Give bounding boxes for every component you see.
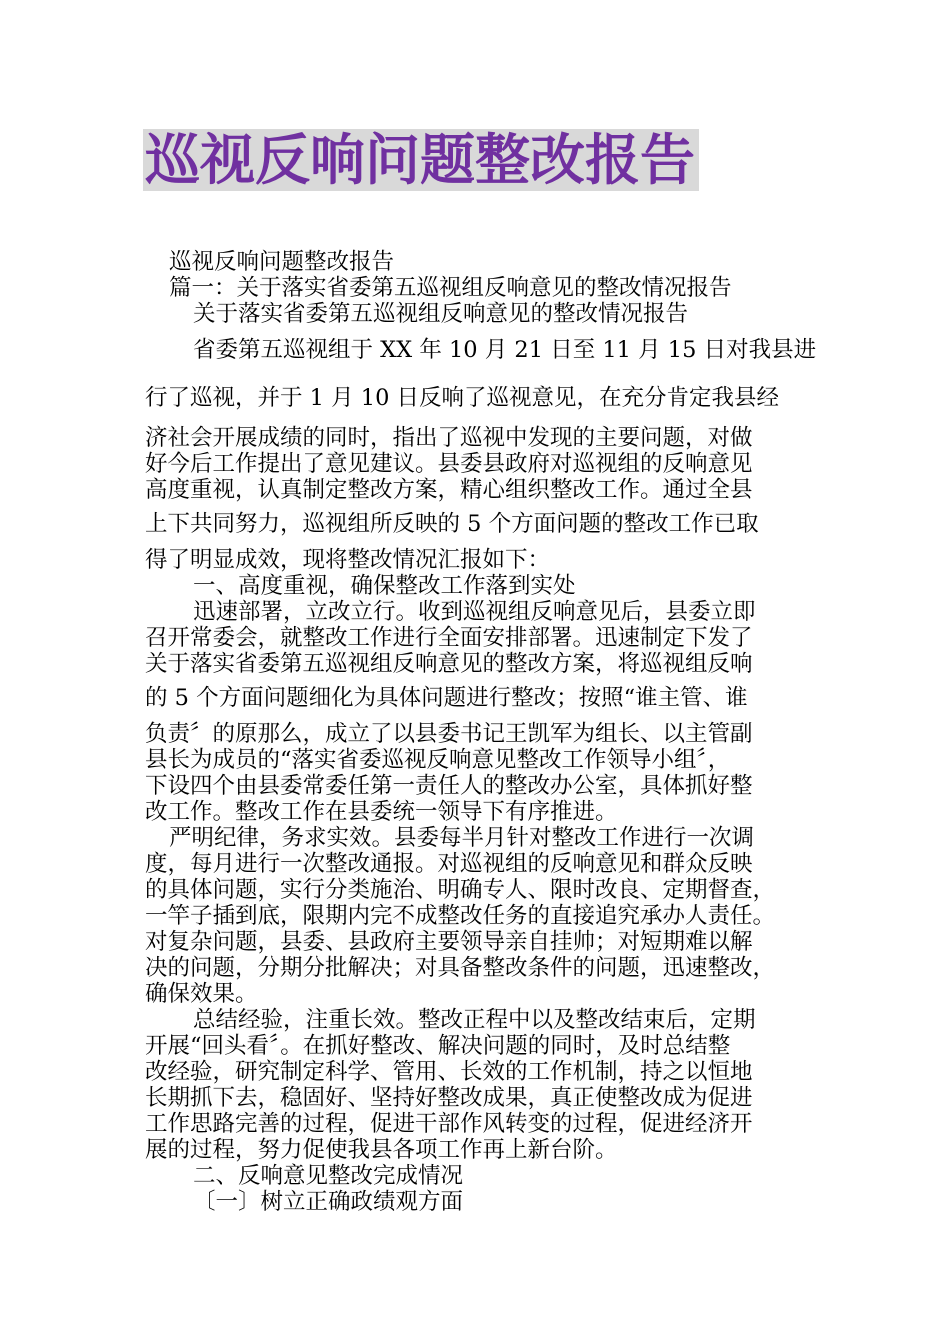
text-line: 的具体问题，实行分类施治、明确专人、限时改良、定期督查，: [145, 877, 776, 903]
text-line: 关于落实省委第五巡视组反响意见的整改情况报告: [193, 301, 689, 327]
text-line: 长期抓下去，稳固好、坚持好整改成果，真正使整改成为促进: [145, 1085, 753, 1111]
section-heading: 一、高度重视，确保整改工作落到实处: [193, 573, 576, 599]
text-line: 下设四个由县委常委任第一责任人的整改办公室，具体抓好整: [145, 773, 753, 799]
text-line: 对复杂问题，县委、县政府主要领导亲自挂帅；对短期难以解: [145, 929, 753, 955]
text-line: 上下共同努力，巡视组所反映的 5 个方面问题的整改工作已取: [145, 511, 759, 537]
text-line: 召开常委会，就整改工作进行全面安排部署。迅速制定下发了: [145, 625, 753, 651]
text-line: 篇一：关于落实省委第五巡视组反响意见的整改情况报告: [169, 275, 732, 301]
text-line: 总结经验，注重长效。整改正程中以及整改结束后，定期: [193, 1007, 756, 1033]
text-line: 展的过程，努力促使我县各项工作再上新台阶。: [145, 1137, 618, 1163]
text-line: 巡视反响问题整改报告: [169, 249, 395, 275]
text-line: 改工作。整改工作在县委统一领导下有序推进。: [145, 799, 618, 825]
text-line: 得了明显成效，现将整改情况汇报如下：: [145, 547, 551, 573]
text-line: 度，每月进行一次整改通报。对巡视组的反响意见和群众反映: [145, 851, 753, 877]
text-line: 严明纪律，务求实效。县委每半月针对整改工作进行一次调: [169, 825, 755, 851]
text-line: 开展“回头看〞。在抓好整改、解决问题的同时，及时总结整: [145, 1033, 731, 1059]
text-line: 负责〞的原那么，成立了以县委书记王凯军为组长、以主管副: [145, 721, 753, 747]
text-line: 确保效果。: [145, 981, 258, 1007]
text-line: 的 5 个方面问题细化为具体问题进行整改；按照“谁主管、谁: [145, 685, 748, 711]
subsection-heading: 〔一〕树立正确政绩观方面: [193, 1189, 464, 1215]
text-line: 高度重视，认真制定整改方案，精心组织整改工作。通过全县: [145, 477, 753, 503]
text-line: 决的问题，分期分批解决；对具备整改条件的问题，迅速整改，: [145, 955, 776, 981]
text-line: 改经验，研究制定科学、管用、长效的工作机制，持之以恒地: [145, 1059, 753, 1085]
text-line: 迅速部署，立改立行。收到巡视组反响意见后，县委立即: [193, 599, 756, 625]
text-line: 工作思路完善的过程，促进干部作风转变的过程，促进经济开: [145, 1111, 753, 1137]
text-line: 省委第五巡视组于 XX 年 10 月 21 日至 11 月 15 日对我县进: [193, 337, 817, 363]
document-title: 巡视反响问题整改报告: [143, 129, 699, 191]
text-line: 县长为成员的“落实省委巡视反响意见整改工作领导小组〞，: [145, 747, 731, 773]
text-line: 济社会开展成绩的同时，指出了巡视中发现的主要问题，对做: [145, 425, 753, 451]
text-line: 行了巡视，并于 1 月 10 日反响了巡视意见，在充分肯定我县经: [145, 385, 780, 411]
text-line: 好今后工作提出了意见建议。县委县政府对巡视组的反响意见: [145, 451, 753, 477]
text-line: 一竿子插到底，限期内完不成整改任务的直接追究承办人责任。: [145, 903, 776, 929]
section-heading: 二、反响意见整改完成情况: [193, 1163, 464, 1189]
text-line: 关于落实省委第五巡视组反响意见的整改方案，将巡视组反响: [145, 651, 753, 677]
